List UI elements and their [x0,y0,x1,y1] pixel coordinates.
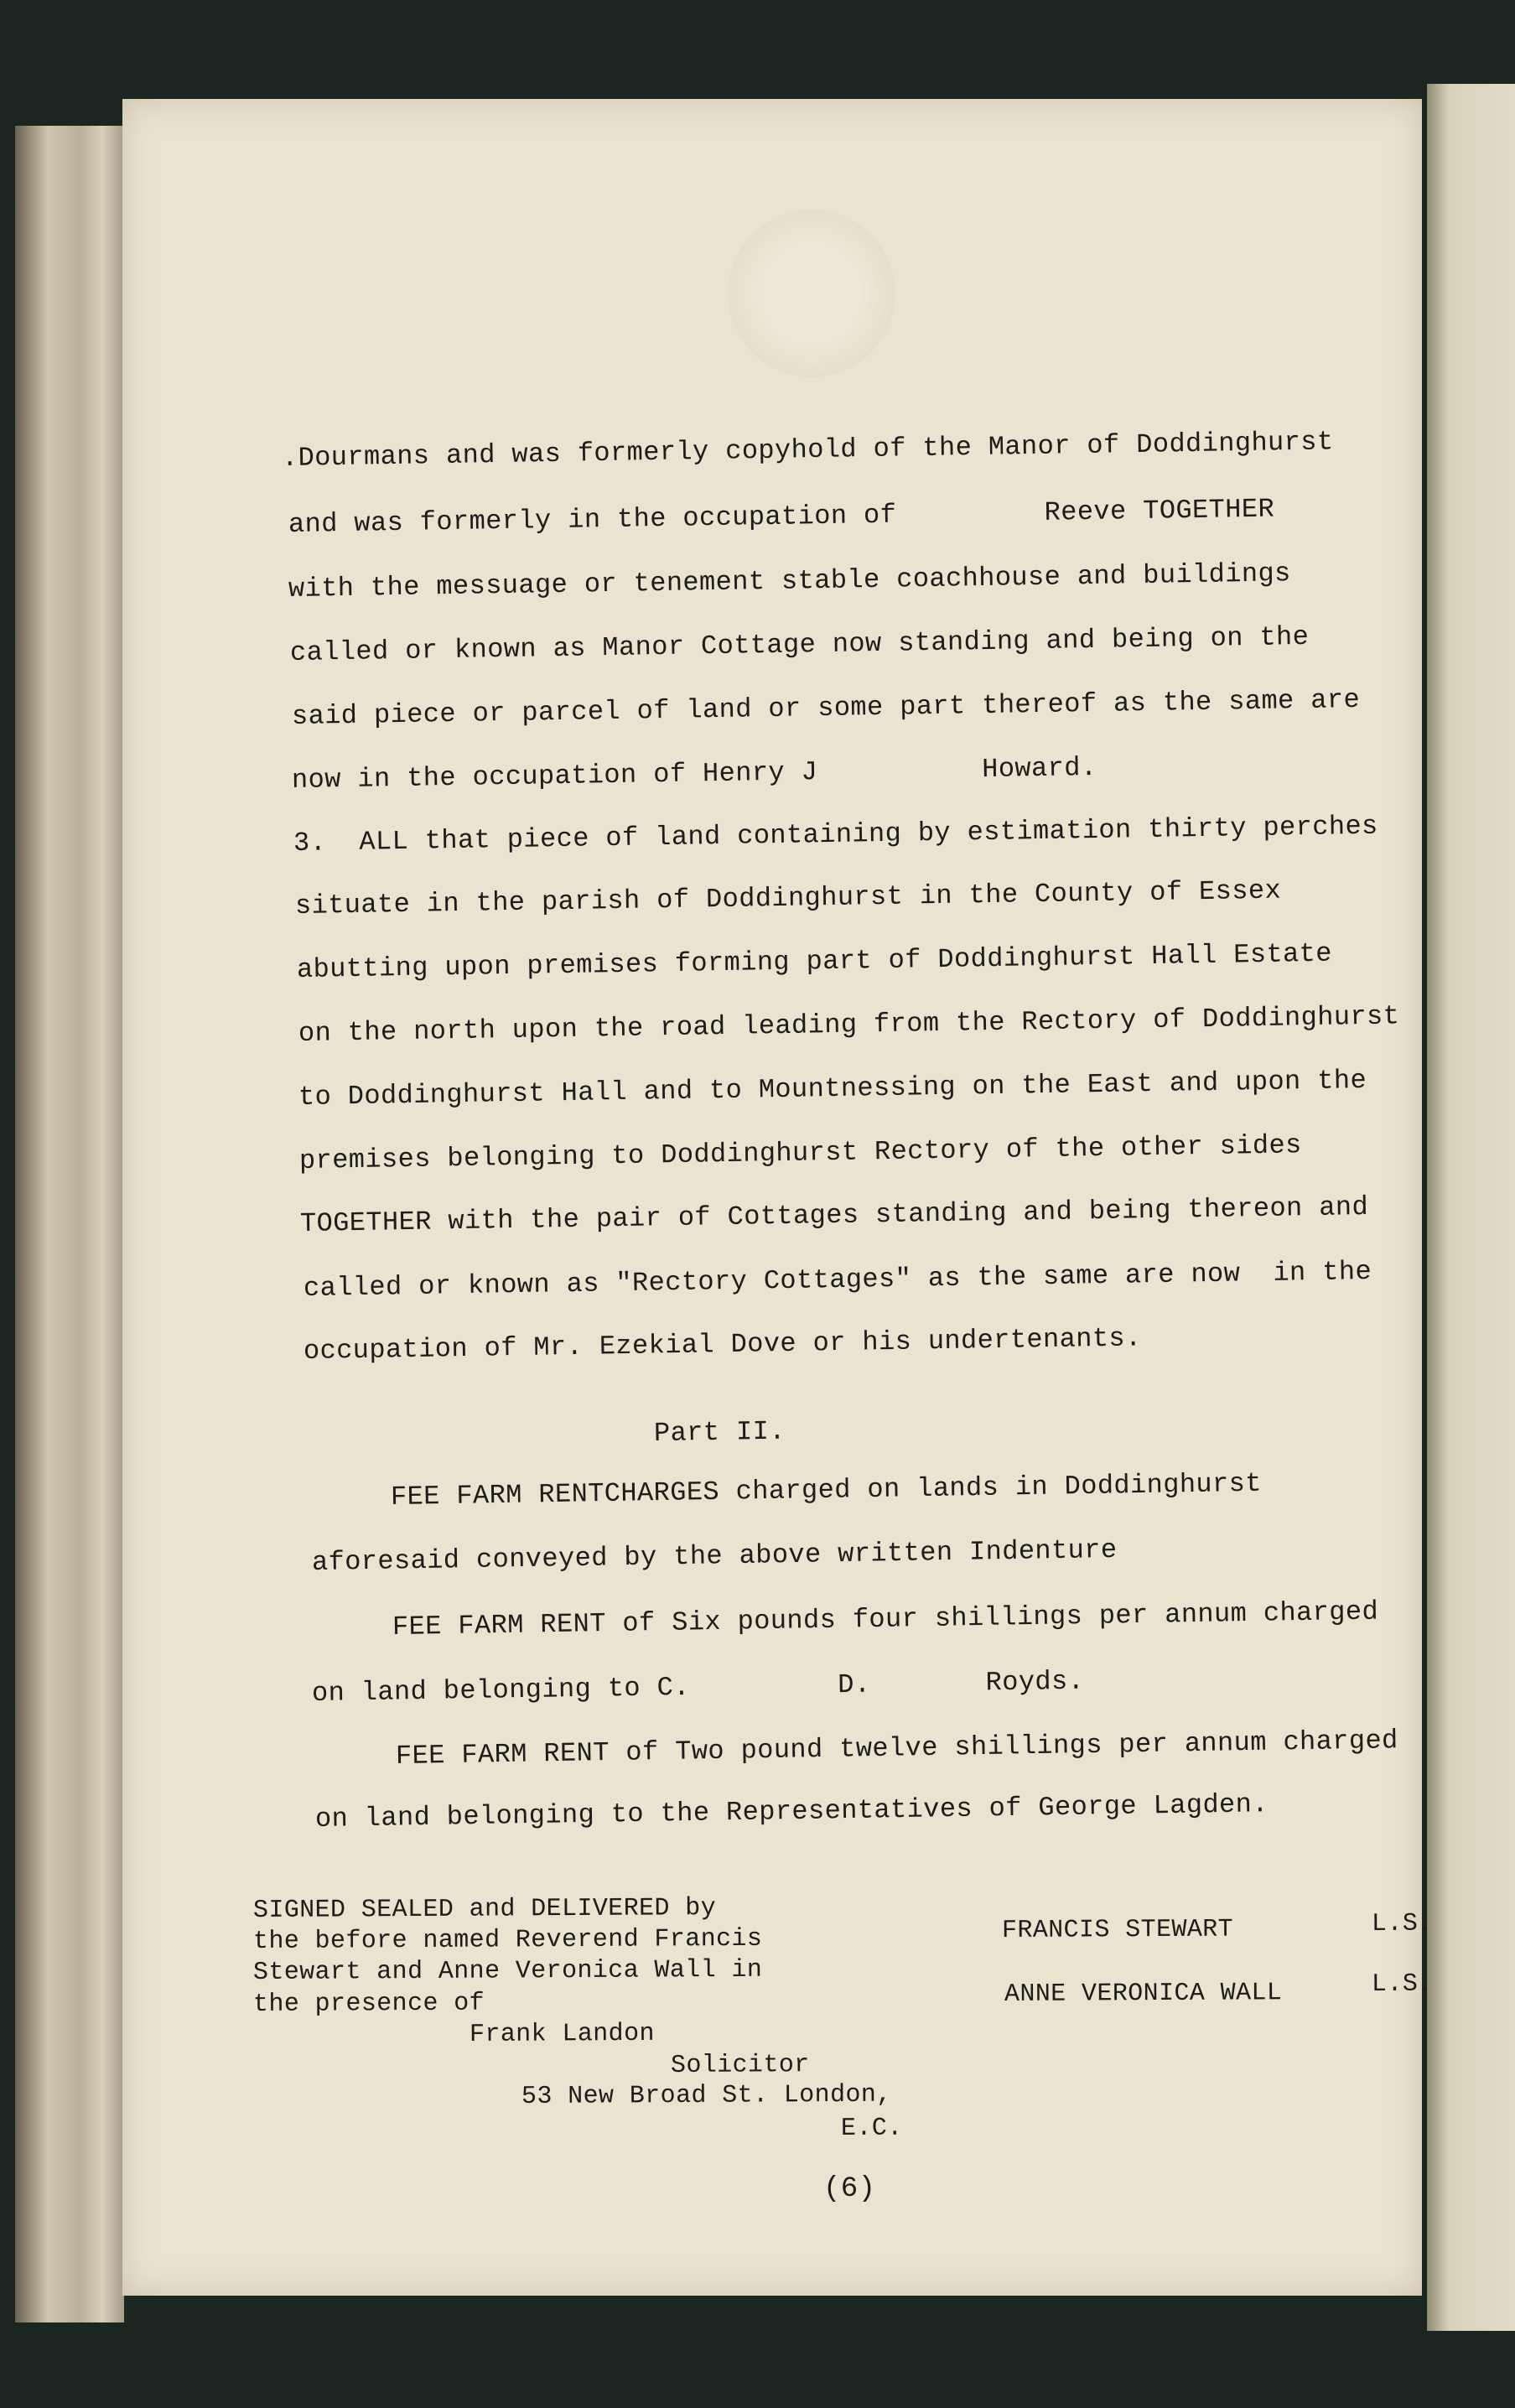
witness-address: E.C. [840,2114,903,2143]
seal-mark: L.S. [1371,1969,1434,1999]
body-line: said piece or parcel of land or some part thereof as the same are [291,683,1361,732]
attestation-line: SIGNED SEALED and DELIVERED by [252,1894,717,1925]
attestation-line: Stewart and Anne Veronica Wall in [252,1955,763,1987]
body-line: called or known as "Rectory Cottages" as the same are now in the [303,1255,1372,1304]
part-line: on land belonging to C. D. Royds. [311,1665,1085,1709]
body-line: TOGETHER with the pair of Cottages standing and being thereon and [299,1191,1369,1239]
body-line: 3. ALL that piece of land containing by estimation thirty perches [293,810,1378,859]
witness-title: Solicitor [670,2051,810,2080]
part-line: FEE FARM RENTCHARGES charged on lands in Doddinghurst [390,1467,1263,1513]
body-line: with the messuage or tenement stable coachhouse and buildings [288,558,1291,605]
body-line: premises belonging to Doddinghurst Rectory of the other sides [298,1129,1302,1176]
embossed-seal [728,210,895,377]
body-line: and was formerly in the occupation of Reeve TOGETHER [288,493,1275,540]
seal-mark: L.S. [1371,1909,1434,1938]
part-heading: Part II. [653,1415,786,1449]
body-line: occupation of Mr. Ezekial Dove or his undertenants. [303,1322,1142,1367]
part-line: on land belonging to the Representatives of George Lagden. [314,1788,1269,1835]
body-line: to Doddinghurst Hall and to Mountnessing on the East and upon the [298,1064,1367,1113]
signatory-name: ANNE VERONICA WALL [1004,1979,1283,2009]
part-line: FEE FARM RENT of Two pound twelve shillings per annum charged [395,1725,1398,1772]
body-line: abutting upon premises forming part of Doddinghurst Hall Estate [296,937,1333,985]
book-page-stack [15,126,124,2322]
attestation-line: the before named Reverend Francis [252,1924,763,1956]
witness-address: 53 New Broad St. London, [521,2080,892,2111]
attestation-line: the presence of [252,1989,485,2019]
body-line: called or known as Manor Cottage now standing and being on the [289,620,1310,668]
body-line: .Dourmans and was formerly copyhold of the Manor of Doddinghurst [281,426,1334,474]
next-page-edge [1427,84,1515,2331]
page-number: (6) [823,2173,876,2205]
witness-name: Frank Landon [469,2019,655,2049]
body-line: now in the occupation of Henry J Howard. [291,751,1097,796]
signatory-name: FRANCIS STEWART [1001,1915,1234,1945]
body-line: situate in the parish of Doddinghurst in the County of Essex [294,874,1282,921]
part-line: aforesaid conveyed by the above written Indenture [311,1534,1118,1578]
body-line: on the north upon the road leading from the Rectory of Doddinghurst [298,1000,1400,1049]
part-line: FEE FARM RENT of Six pounds four shillings per annum charged [392,1596,1379,1643]
